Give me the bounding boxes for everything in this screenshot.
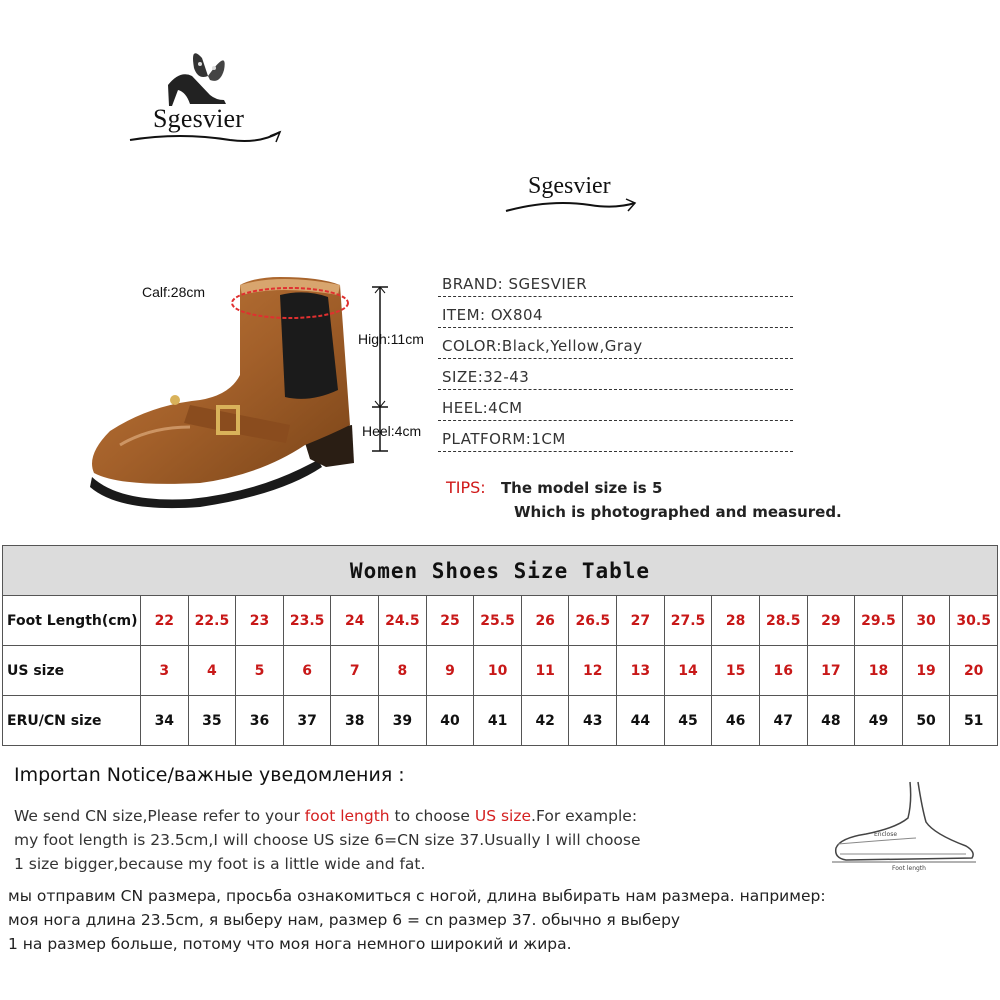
notice-text: .For example: bbox=[531, 807, 638, 825]
size-cell: 3 bbox=[141, 646, 189, 696]
size-cell: 49 bbox=[855, 696, 903, 746]
size-cell: 45 bbox=[664, 696, 712, 746]
spec-platform: PLATFORM:1CM bbox=[442, 430, 566, 448]
spec-row bbox=[438, 328, 793, 359]
size-cell: 6 bbox=[283, 646, 331, 696]
notice-text: to choose bbox=[389, 807, 475, 825]
brand-logo-text: Sgesvier bbox=[153, 104, 245, 133]
size-cell: 28 bbox=[712, 596, 760, 646]
size-cell: 12 bbox=[569, 646, 617, 696]
product-specs bbox=[438, 266, 793, 452]
spec-row bbox=[438, 421, 793, 452]
size-cell: 25 bbox=[426, 596, 474, 646]
size-cell: 17 bbox=[807, 646, 855, 696]
size-cell: 34 bbox=[141, 696, 189, 746]
notice-ru-line-1: мы отправим CN размера, просьба ознакомиться с ногой, длина выбирать нам размера. например: bbox=[8, 887, 826, 905]
size-cell: 30.5 bbox=[950, 596, 998, 646]
size-table-row bbox=[3, 596, 998, 646]
notice-russian bbox=[8, 884, 998, 956]
size-table-title: Women Shoes Size Table bbox=[3, 546, 998, 596]
brand-logo-secondary-text: Sgesvier bbox=[528, 173, 611, 199]
notice-ru-line-2: моя нога длина 23.5cm, я выберу нам, размер 6 = cn размер 37. обычно я выберу bbox=[8, 911, 681, 929]
size-cell: 38 bbox=[331, 696, 379, 746]
size-cell: 27 bbox=[617, 596, 665, 646]
size-cell: 44 bbox=[617, 696, 665, 746]
foot-measure-figure bbox=[826, 778, 986, 878]
size-cell: 5 bbox=[236, 646, 284, 696]
size-cell: 42 bbox=[521, 696, 569, 746]
size-cell: 4 bbox=[188, 646, 236, 696]
size-cell: 27.5 bbox=[664, 596, 712, 646]
size-cell: 48 bbox=[807, 696, 855, 746]
notice-ru-line-3: 1 на размер больше, потому что моя нога немного широкий и жира. bbox=[8, 935, 572, 953]
size-cell: 19 bbox=[902, 646, 950, 696]
size-cell: 51 bbox=[950, 696, 998, 746]
spec-row bbox=[438, 266, 793, 297]
size-cell: 9 bbox=[426, 646, 474, 696]
brand-logo-secondary bbox=[500, 165, 640, 225]
size-cell: 30 bbox=[902, 596, 950, 646]
spec-row bbox=[438, 390, 793, 421]
size-table-row bbox=[3, 696, 998, 746]
size-row-label: Foot Length(cm) bbox=[3, 596, 141, 646]
size-cell: 40 bbox=[426, 696, 474, 746]
size-cell: 46 bbox=[712, 696, 760, 746]
tips-line-2: Which is photographed and measured. bbox=[514, 503, 842, 521]
ankle-boot-image bbox=[80, 255, 440, 515]
tips-note bbox=[446, 478, 866, 521]
size-cell: 37 bbox=[283, 696, 331, 746]
size-cell: 24.5 bbox=[379, 596, 427, 646]
tips-line-1: The model size is 5 bbox=[500, 479, 663, 497]
calf-measurement: Calf:28cm bbox=[142, 284, 206, 300]
size-table-title-row bbox=[3, 546, 998, 596]
size-cell: 11 bbox=[521, 646, 569, 696]
notice-en-line-1 bbox=[14, 804, 814, 828]
spec-heel: HEEL:4CM bbox=[442, 399, 523, 417]
size-cell: 29.5 bbox=[855, 596, 903, 646]
spec-brand: BRAND: SGESVIER bbox=[442, 275, 588, 293]
size-cell: 20 bbox=[950, 646, 998, 696]
brand-logo bbox=[120, 40, 290, 160]
size-cell: 23 bbox=[236, 596, 284, 646]
size-cell: 25.5 bbox=[474, 596, 522, 646]
size-table-row bbox=[3, 646, 998, 696]
heel-measurement: Heel:4cm bbox=[362, 423, 422, 439]
size-cell: 15 bbox=[712, 646, 760, 696]
foot-outline-icon bbox=[826, 778, 986, 878]
height-measurement: High:11cm bbox=[358, 331, 424, 347]
size-cell: 7 bbox=[331, 646, 379, 696]
size-cell: 13 bbox=[617, 646, 665, 696]
size-cell: 8 bbox=[379, 646, 427, 696]
size-cell: 35 bbox=[188, 696, 236, 746]
size-cell: 47 bbox=[759, 696, 807, 746]
size-cell: 22 bbox=[141, 596, 189, 646]
notice-title: Importan Notice/важные уведомления : bbox=[14, 764, 405, 786]
size-row-label: ERU/CN size bbox=[3, 696, 141, 746]
spec-item: ITEM: OX804 bbox=[442, 306, 544, 324]
size-cell: 39 bbox=[379, 696, 427, 746]
spec-row bbox=[438, 359, 793, 390]
size-cell: 41 bbox=[474, 696, 522, 746]
notice-en-line-2: my foot length is 23.5cm,I will choose US size 6=CN size 37.Usually I will choose bbox=[14, 831, 641, 849]
size-cell: 22.5 bbox=[188, 596, 236, 646]
notice-en-line-3: 1 size bigger,because my foot is a little wide and fat. bbox=[14, 855, 426, 873]
notice-highlight: US size bbox=[474, 807, 532, 825]
size-row-label: US size bbox=[3, 646, 141, 696]
size-table bbox=[2, 545, 998, 746]
notice-highlight: foot length bbox=[304, 807, 390, 825]
butterfly-heel-icon bbox=[120, 40, 290, 160]
size-cell: 23.5 bbox=[283, 596, 331, 646]
enclose-label: Enclose bbox=[874, 831, 898, 838]
size-cell: 43 bbox=[569, 696, 617, 746]
product-image bbox=[80, 255, 440, 515]
spec-color: COLOR:Black,Yellow,Gray bbox=[442, 337, 643, 355]
size-cell: 36 bbox=[236, 696, 284, 746]
tips-label: TIPS: bbox=[446, 478, 486, 497]
notice-english bbox=[14, 804, 814, 876]
size-cell: 14 bbox=[664, 646, 712, 696]
size-cell: 18 bbox=[855, 646, 903, 696]
notice-text: We send CN size,Please refer to your bbox=[14, 807, 305, 825]
spec-row bbox=[438, 297, 793, 328]
size-cell: 28.5 bbox=[759, 596, 807, 646]
size-cell: 10 bbox=[474, 646, 522, 696]
size-cell: 16 bbox=[759, 646, 807, 696]
size-cell: 29 bbox=[807, 596, 855, 646]
foot-length-label: Foot length bbox=[892, 865, 926, 872]
size-cell: 26 bbox=[521, 596, 569, 646]
spec-size: SIZE:32-43 bbox=[442, 368, 530, 386]
size-cell: 24 bbox=[331, 596, 379, 646]
size-cell: 50 bbox=[902, 696, 950, 746]
size-cell: 26.5 bbox=[569, 596, 617, 646]
